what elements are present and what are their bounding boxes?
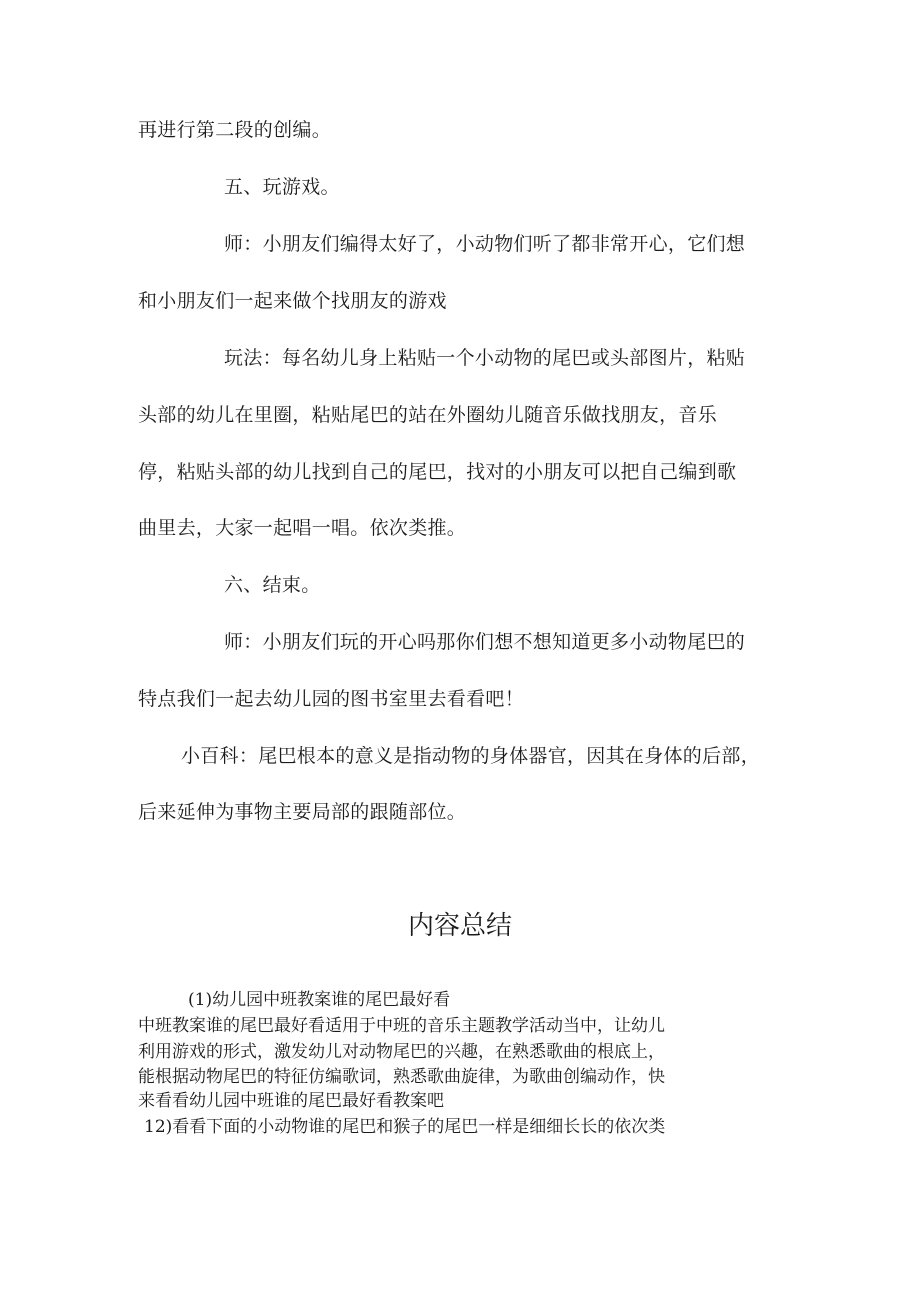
paragraph-line: 师：小朋友们编得太好了，小动物们听了都非常开心，它们想 xyxy=(224,233,746,255)
paragraph-line: 师：小朋友们玩的开心吗那你们想不想知道更多小动物尾巴的 xyxy=(224,631,746,653)
summary-line: 能根据动物尾巴的特征仿编歌词，熟悉歌曲旋律，为歌曲创编动作，快 xyxy=(138,1067,665,1087)
section-heading-end: 六、结束。 xyxy=(224,574,321,596)
paragraph-line: 小百科：尾巴根本的意义是指动物的身体器官，因其在身体的后部， xyxy=(181,745,761,767)
section-heading-play-game: 五、玩游戏。 xyxy=(224,176,340,198)
summary-title: 内容总结 xyxy=(407,911,512,941)
paragraph-line: 后来延伸为事物主要局部的跟随部位。 xyxy=(138,801,467,823)
paragraph-line: 曲里去，大家一起唱一唱。依次类推。 xyxy=(138,517,467,539)
paragraph-line: 玩法：每名幼儿身上粘贴一个小动物的尾巴或头部图片，粘贴 xyxy=(224,347,746,369)
summary-line: 中班教案谁的尾巴最好看适用于中班的音乐主题教学活动当中，让幼儿 xyxy=(138,1016,665,1036)
summary-line: 来看看幼儿园中班谁的尾巴最好看教案吧 xyxy=(138,1091,444,1111)
paragraph-line: 特点我们一起去幼儿园的图书室里去看看吧！ xyxy=(138,688,525,710)
summary-line: 利用游戏的形式，激发幼儿对动物尾巴的兴趣，在熟悉歌曲的根底上， xyxy=(138,1042,665,1062)
paragraph-line: 头部的幼儿在里圈，粘贴尾巴的站在外圈幼儿随音乐做找朋友，音乐 xyxy=(138,404,718,426)
paragraph-line: 停，粘贴头部的幼儿找到自己的尾巴，找对的小朋友可以把自己编到歌 xyxy=(138,461,737,483)
summary-line: (1)幼儿园中班教案谁的尾巴最好看 xyxy=(188,990,451,1010)
summary-line: 12)看看下面的小动物谁的尾巴和猴子的尾巴一样是细细长长的依次类 xyxy=(144,1117,666,1137)
paragraph-line: 和小朋友们一起来做个找朋友的游戏 xyxy=(138,290,447,312)
paragraph-line: 再进行第二段的创编。 xyxy=(138,119,332,141)
